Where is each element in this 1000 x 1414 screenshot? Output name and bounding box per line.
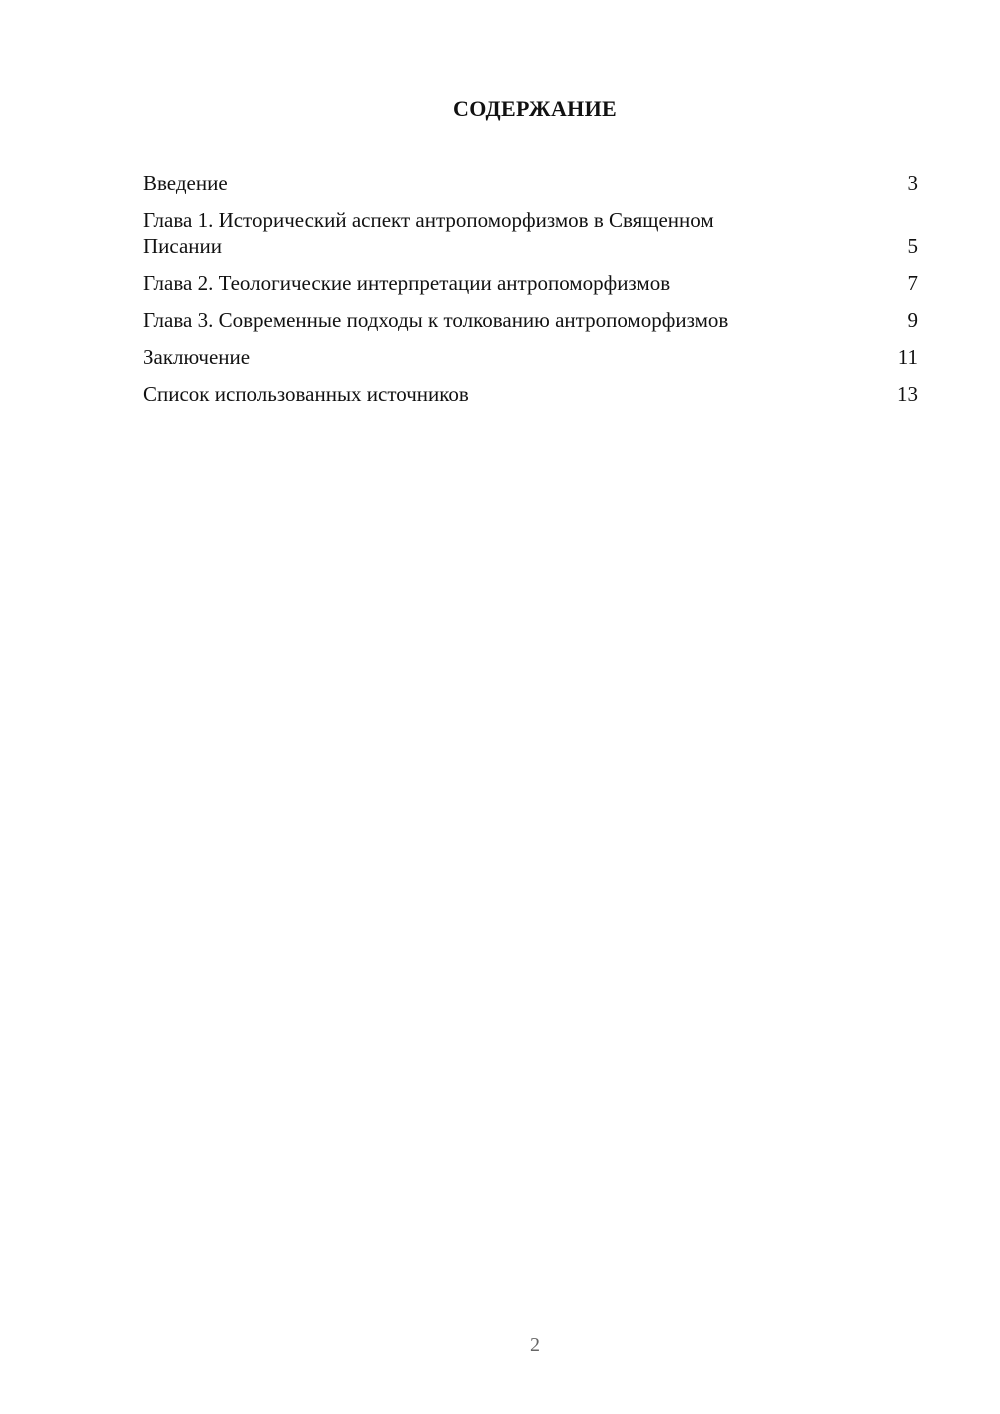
toc-entry-page: 5 — [907, 234, 918, 258]
toc-entry-title: Глава 2. Теологические интерпретации антропоморфизмов — [143, 271, 671, 295]
toc-entry-introduction — [143, 170, 918, 196]
toc-entry-page: 3 — [907, 171, 918, 195]
toc-entry-page: 9 — [907, 308, 918, 332]
toc-entry-title: Глава 1. Исторический аспект антропоморфизмов в Священном Писании — [143, 208, 714, 258]
toc-entry-title: Список использованных источников — [143, 382, 469, 406]
table-of-contents — [143, 170, 918, 418]
toc-entry-title: Заключение — [143, 345, 251, 369]
toc-entry-title: Введение — [143, 171, 228, 195]
toc-entry-references — [143, 381, 918, 407]
toc-entry-page: 11 — [897, 345, 918, 369]
toc-entry-conclusion — [143, 344, 918, 370]
page-title: СОДЕРЖАНИЕ — [453, 96, 617, 121]
toc-entry-chapter-2 — [143, 270, 918, 296]
toc-entry-chapter-1 — [143, 207, 918, 259]
page-number: 2 — [530, 1334, 540, 1356]
toc-entry-page: 7 — [907, 271, 918, 295]
toc-entry-chapter-3 — [143, 307, 918, 333]
toc-entry-title: Глава 3. Современные подходы к толкованию антропоморфизмов — [143, 308, 729, 332]
toc-entry-page: 13 — [897, 382, 918, 406]
